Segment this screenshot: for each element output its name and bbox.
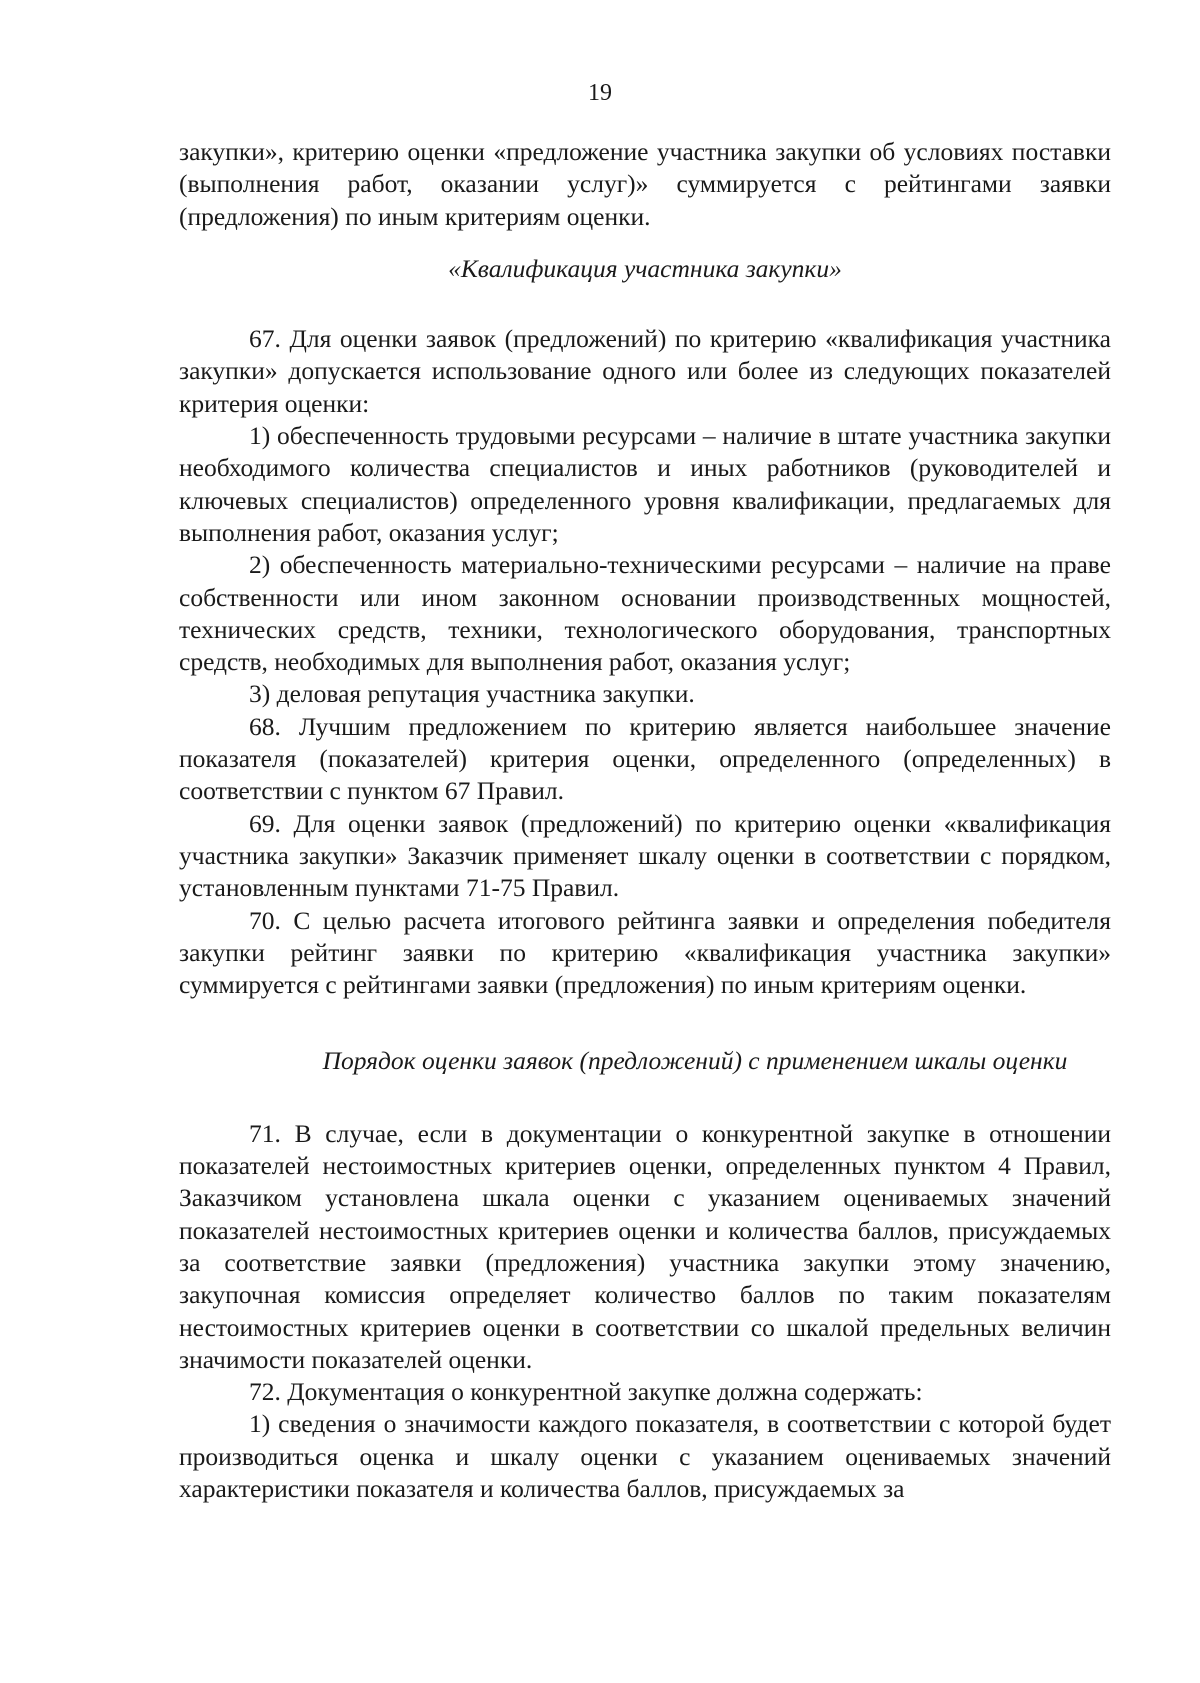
section-heading-scale-evaluation: Порядок оценки заявок (предложений) с применением шкалы оценки bbox=[322, 1046, 1068, 1076]
paragraph-71: 71. В случае, если в документации о конкурентной закупке в отношении показателей нестоимостных критериев оценки, определенных пунктом 4 Правил, Заказчиком установлена шкала оценки с указанием оцениваемых значений показателей нестоимостных критериев оценки и количества баллов, присуждаемых за соответствие заявки (предложения) участника закупки этому значению, закупочная комиссия определяет количество баллов по таким показателям нестоимостных критериев оценки в соответствии со шкалой предельных величин значимости показателей оценки. bbox=[179, 1118, 1111, 1374]
paragraph-72: 72. Документация о конкурентной закупке должна содержать: bbox=[249, 1377, 923, 1407]
document-body bbox=[179, 136, 1111, 1505]
list-item-1: 1) сведения о значимости каждого показателя, в соответствии с которой будет производиться оценка и шкалу оценки с указанием оцениваемых значений характеристики показателя и количества баллов, присуждаемых за bbox=[179, 1409, 1111, 1503]
list-item-3: 3) деловая репутация участника закупки. bbox=[249, 679, 695, 709]
paragraph-67: 67. Для оценки заявок (предложений) по критерию «квалификация участника закупки» допускается использование одного или более из следующих показателей критерия оценки: bbox=[179, 324, 1111, 418]
list-item-2: 2) обеспеченность материально-техническими ресурсами – наличие на праве собственности или ином законном основании производственных мощностей, технических средств, техники, технологического оборудования, транспортных средств, необходимых для выполнения работ, оказания услуг; bbox=[179, 550, 1111, 677]
section-heading-qualification: «Квалификация участника закупки» bbox=[448, 253, 842, 283]
paragraph-68: 68. Лучшим предложением по критерию является наибольшее значение показателя (показателей) критерия оценки, определенного (определенных) в соответствии с пунктом 67 Правил. bbox=[179, 711, 1111, 806]
page-number: 19 bbox=[588, 80, 612, 106]
paragraph-70: 70. С целью расчета итогового рейтинга заявки и определения победителя закупки рейтинг заявки по критерию «квалификация участника закупки» суммируется с рейтингами заявки (предложения) по иным критериям оценки. bbox=[179, 905, 1111, 1000]
paragraph-69: 69. Для оценки заявок (предложений) по критерию оценки «квалификация участника закупки» Заказчик применяет шкалу оценки в соответствии с порядком, установленным пунктами 71-75 Правил. bbox=[179, 808, 1111, 903]
list-item-1: 1) обеспеченность трудовыми ресурсами – наличие в штате участника закупки необходимого количества специалистов и иных работников (руководителей и ключевых специалистов) определенного уровня квалификации, предлагаемых для выполнения работ, оказания услуг; bbox=[179, 421, 1111, 547]
paragraph: закупки», критерию оценки «предложение участника закупки об условиях поставки (выполнения работ, оказании услуг)» суммируется с рейтингами заявки (предложения) по иным критериям оценки. bbox=[179, 137, 1111, 231]
